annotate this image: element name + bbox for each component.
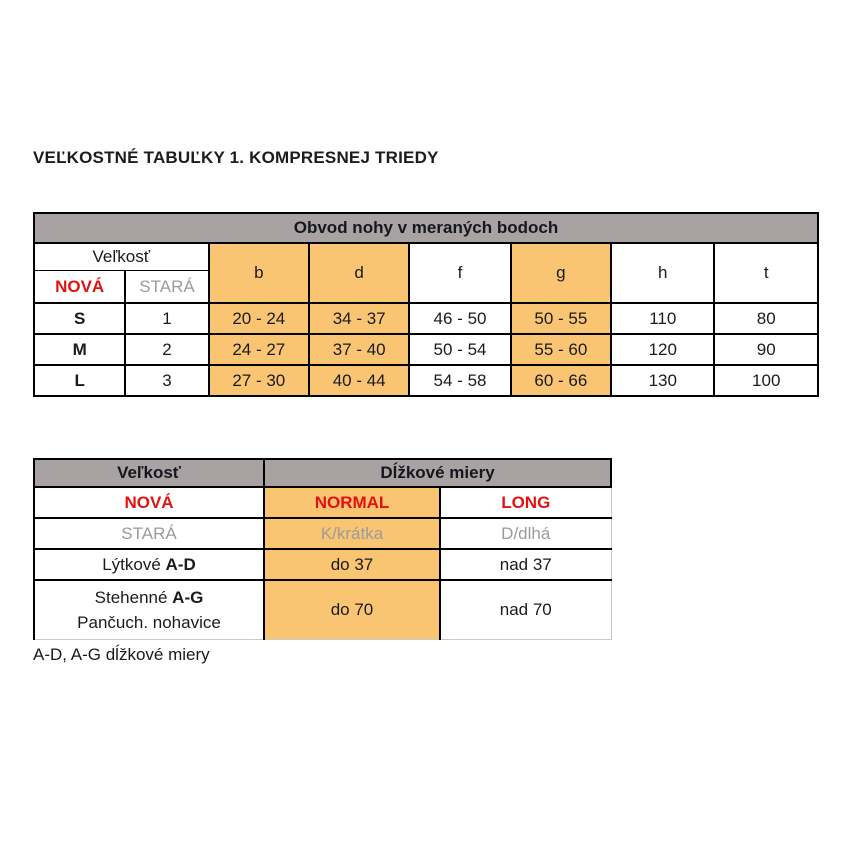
length-header: Dĺžkové miery <box>264 459 611 487</box>
measure-g-cell: 50 - 55 <box>511 303 611 334</box>
measure-b-cell: 20 - 24 <box>209 303 309 334</box>
thigh-normal-cell: do 70 <box>264 580 440 640</box>
new-size-label: NOVÁ <box>34 487 264 518</box>
measure-f-cell: 54 - 58 <box>409 365 510 396</box>
length-measures-table <box>33 458 612 640</box>
measure-h-cell: 130 <box>611 365 714 396</box>
old-size-cell: 1 <box>125 303 208 334</box>
page-title: VEĽKOSTNÉ TABUĽKY 1. KOMPRESNEJ TRIEDY <box>33 148 439 167</box>
measure-g-cell: 55 - 60 <box>511 334 611 365</box>
measure-t-cell: 100 <box>714 365 818 396</box>
measure-col-f: f <box>409 243 510 303</box>
pantyhose-label: Pančuch. nohavice <box>77 613 221 632</box>
measure-d-cell: 34 - 37 <box>309 303 409 334</box>
old-size-cell: 3 <box>125 365 208 396</box>
table1-size-header-row <box>34 243 818 271</box>
measure-b-cell: 27 - 30 <box>209 365 309 396</box>
measure-col-b: b <box>209 243 309 303</box>
measure-col-g: g <box>511 243 611 303</box>
calf-name: Lýtkové <box>102 554 161 574</box>
thigh-code: A-G <box>172 588 204 607</box>
measure-t-cell: 80 <box>714 303 818 334</box>
measure-col-t: t <box>714 243 818 303</box>
size-row-s <box>34 303 818 334</box>
new-size-cell: L <box>34 365 125 396</box>
measure-d-cell: 37 - 40 <box>309 334 409 365</box>
table2-header-row <box>34 459 611 487</box>
calf-name-cell <box>34 549 264 580</box>
size-row-l <box>34 365 818 396</box>
measure-f-cell: 46 - 50 <box>409 303 510 334</box>
new-size-cell: M <box>34 334 125 365</box>
table2-new-row <box>34 487 611 518</box>
long-old-label: D/dlhá <box>440 518 611 549</box>
calf-long-cell: nad 37 <box>440 549 611 580</box>
thigh-name: Stehenné <box>94 588 168 607</box>
leg-circumference-table <box>33 212 819 397</box>
measure-f-cell: 50 - 54 <box>409 334 510 365</box>
thigh-long-cell: nad 70 <box>440 580 611 640</box>
normal-header: NORMAL <box>264 487 440 518</box>
calf-code: A-D <box>165 554 196 574</box>
calf-row <box>34 549 611 580</box>
measure-t-cell: 90 <box>714 334 818 365</box>
measure-g-cell: 60 - 66 <box>511 365 611 396</box>
new-size-label: NOVÁ <box>34 271 125 304</box>
size-row-m <box>34 334 818 365</box>
measure-h-cell: 120 <box>611 334 714 365</box>
short-old-label: K/krátka <box>264 518 440 549</box>
table1-title: Obvod nohy v meraných bodoch <box>34 213 818 243</box>
size-header: Veľkosť <box>34 459 264 487</box>
measure-d-cell: 40 - 44 <box>309 365 409 396</box>
footnote: A-D, A-G dĺžkové miery <box>33 645 210 664</box>
long-header: LONG <box>440 487 611 518</box>
calf-normal-cell: do 37 <box>264 549 440 580</box>
table1-title-row <box>34 213 818 243</box>
old-size-cell: 2 <box>125 334 208 365</box>
new-size-cell: S <box>34 303 125 334</box>
measure-h-cell: 110 <box>611 303 714 334</box>
measure-col-d: d <box>309 243 409 303</box>
content-area <box>33 148 823 665</box>
thigh-row <box>34 580 611 640</box>
thigh-name-cell <box>34 580 264 640</box>
measure-col-h: h <box>611 243 714 303</box>
measure-b-cell: 24 - 27 <box>209 334 309 365</box>
old-size-label: STARÁ <box>125 271 208 304</box>
size-header: Veľkosť <box>34 243 209 271</box>
table2-old-row <box>34 518 611 549</box>
old-size-label: STARÁ <box>34 518 264 549</box>
